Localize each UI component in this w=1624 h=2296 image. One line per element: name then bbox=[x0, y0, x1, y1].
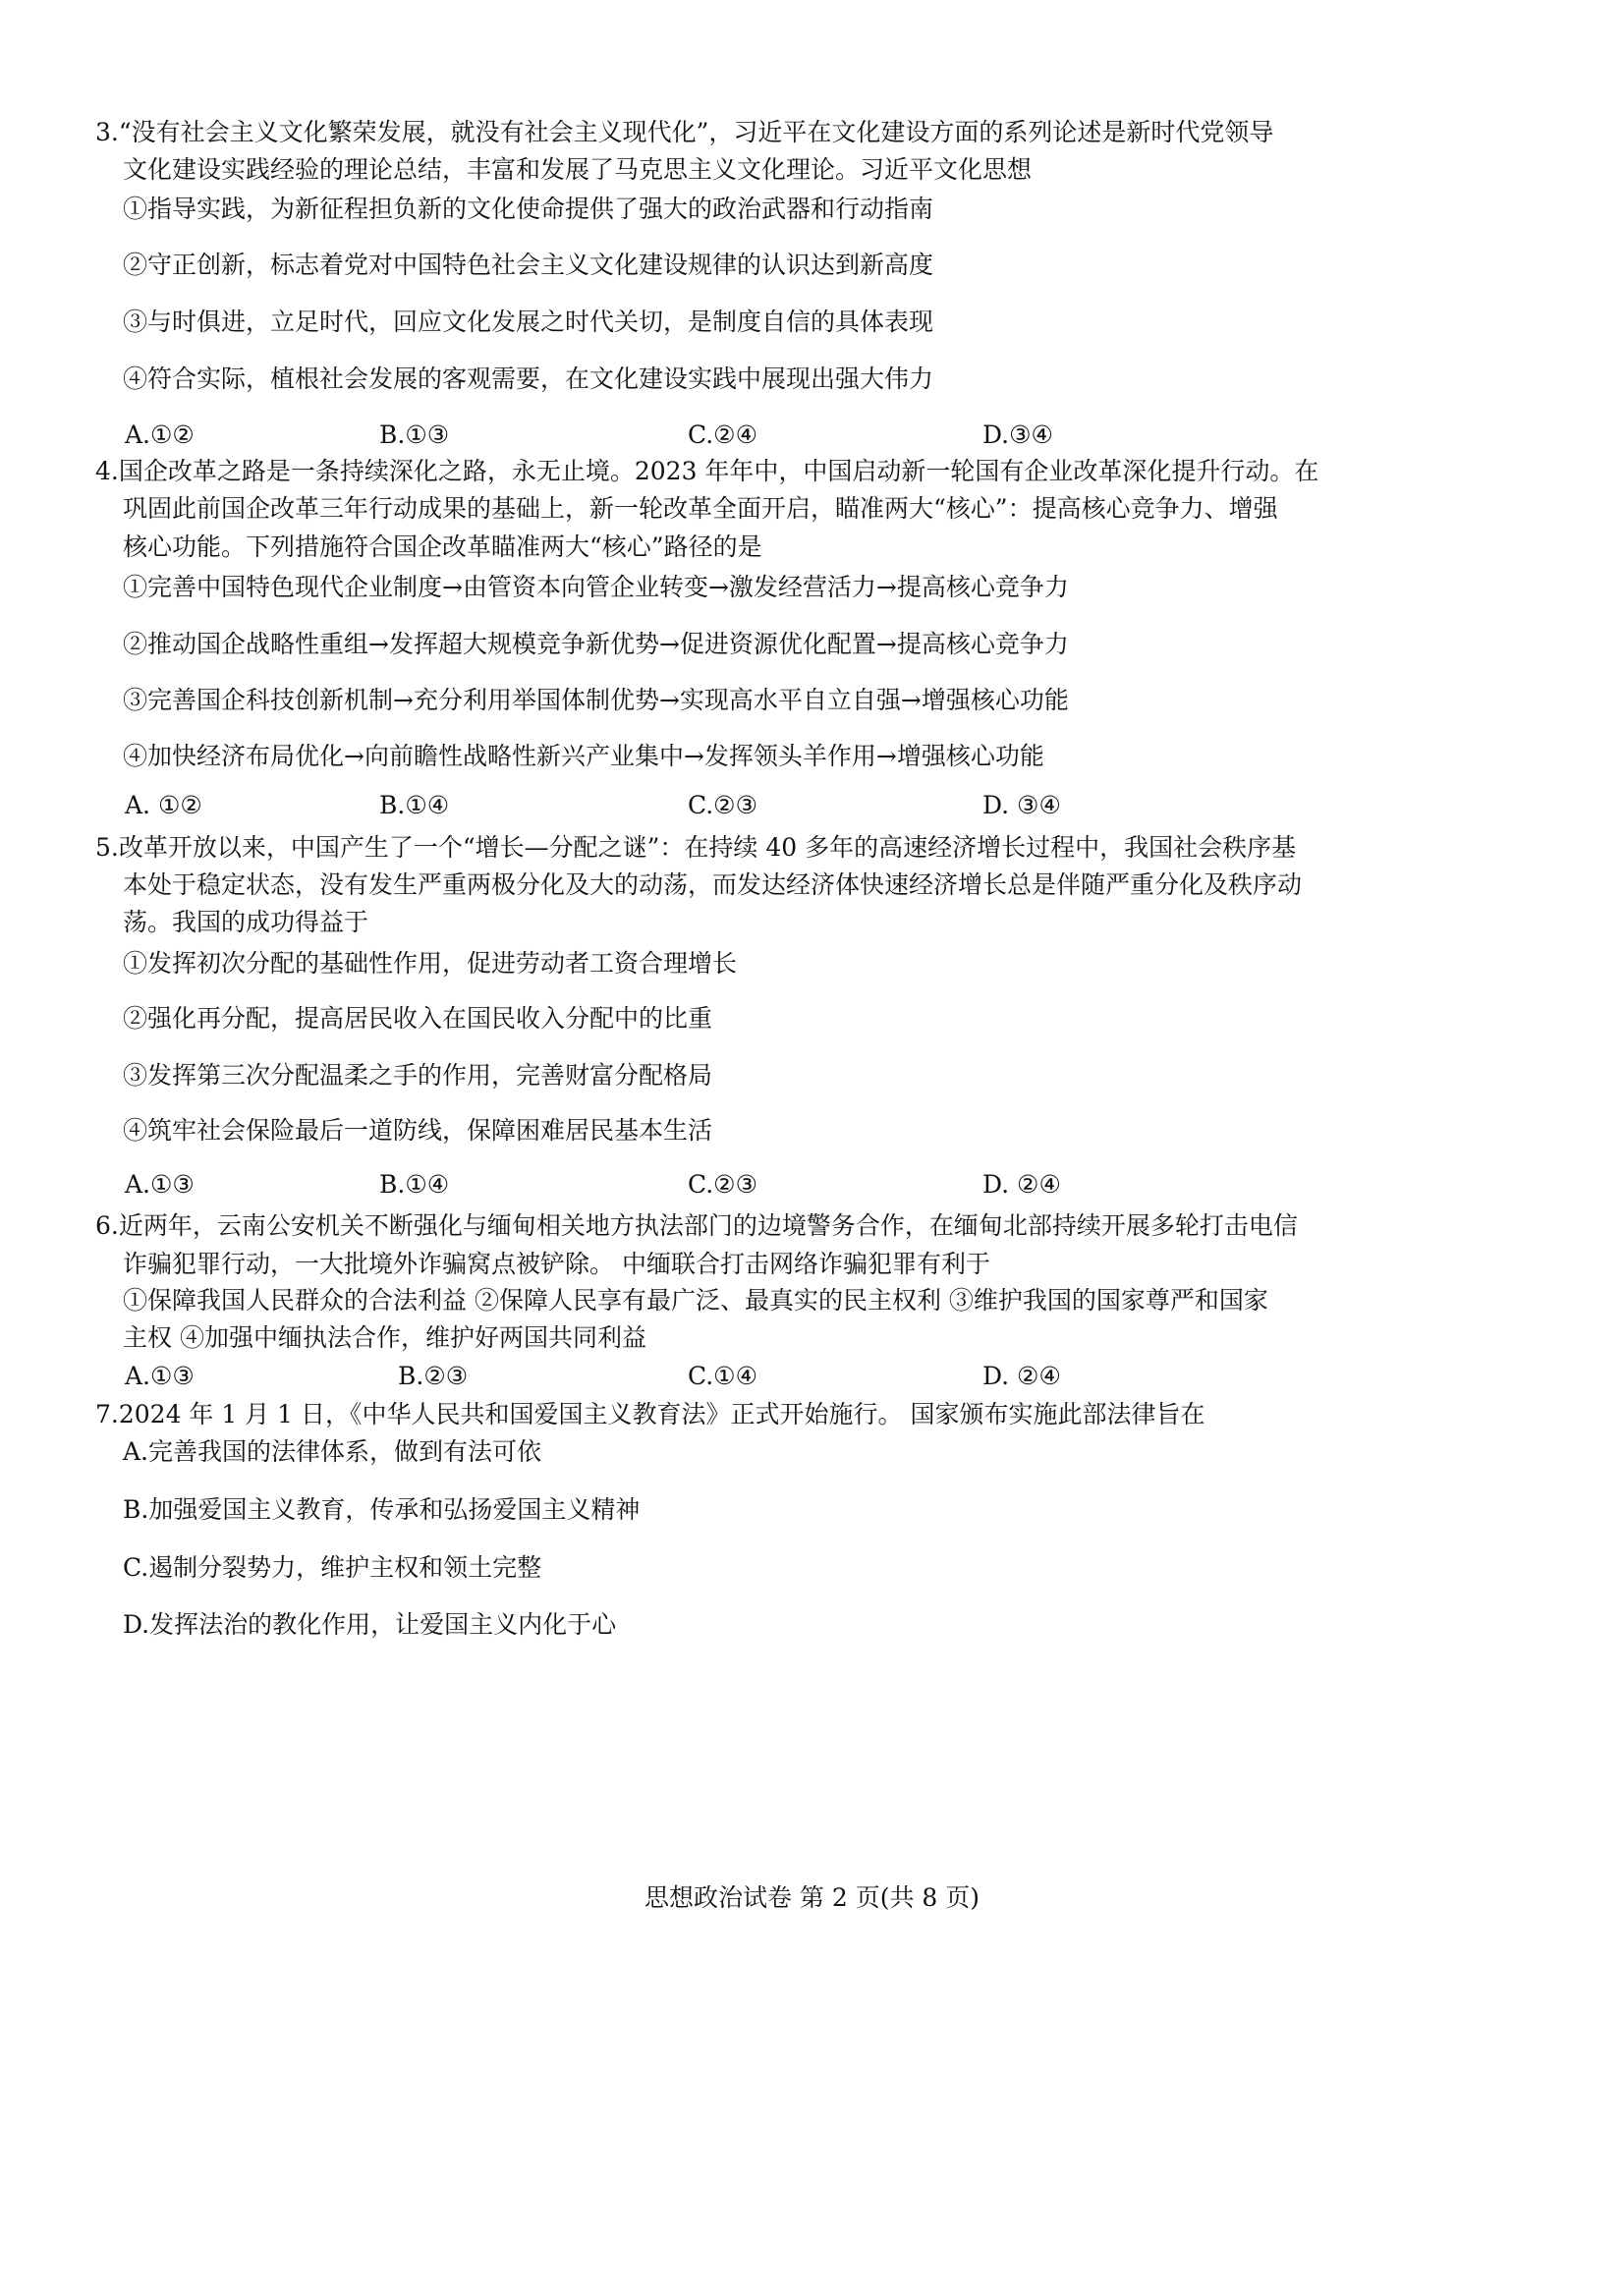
question-stem-line: 3.“没有社会主义文化繁荣发展，就没有社会主义现代化”，习近平在文化建设方面的系列论述是新时代党领导 bbox=[95, 118, 1274, 146]
statement-item: B.加强爱国主义教育，传承和弘扬爱国主义精神 bbox=[123, 1495, 641, 1524]
answer-choice: B.②③ bbox=[398, 1362, 469, 1390]
statement-item: A.完善我国的法律体系，做到有法可依 bbox=[123, 1437, 542, 1466]
question-stem-line: 荡。我国的成功得益于 bbox=[123, 908, 369, 936]
answer-choice: A.①③ bbox=[125, 1170, 195, 1199]
statement-item: ②推动国企战略性重组→发挥超大规模竞争新优势→促进资源优化配置→提高核心竞争力 bbox=[123, 630, 1069, 658]
question-stem-line: 主权 ④加强中缅执法合作，维护好两国共同利益 bbox=[123, 1323, 646, 1352]
answer-choice: B.①④ bbox=[379, 791, 450, 819]
answer-choice: C.②④ bbox=[688, 420, 758, 449]
answer-choice: B.①④ bbox=[379, 1170, 450, 1199]
answer-choice: A.①③ bbox=[125, 1362, 195, 1390]
page-footer: 思想政治试卷 第 2 页(共 8 页) bbox=[644, 1883, 980, 1912]
statement-item: ④符合实际，植根社会发展的客观需要，在文化建设实践中展现出强大伟力 bbox=[123, 364, 934, 393]
question-stem-line: 6.近两年，云南公安机关不断强化与缅甸相关地方执法部门的边境警务合作，在缅甸北部持续开展多轮打击电信 bbox=[95, 1211, 1298, 1240]
answer-choice: D. ②④ bbox=[982, 1362, 1061, 1390]
statement-item: D.发挥法治的教化作用，让爱国主义内化于心 bbox=[123, 1610, 617, 1639]
question-stem-line: ①保障我国人民群众的合法利益 ②保障人民享有最广泛、最真实的民主权利 ③维护我国的国家尊严和国家 bbox=[123, 1286, 1268, 1315]
question-stem-line: 巩固此前国企改革三年行动成果的基础上，新一轮改革全面开启，瞄准两大“核心”：提高核心竞争力、增强 bbox=[123, 494, 1278, 523]
question-stem-line: 5.改革开放以来，中国产生了一个“增长—分配之谜”：在持续 40 多年的高速经济增长过程中，我国社会秩序基 bbox=[95, 833, 1297, 862]
statement-item: ④加快经济布局优化→向前瞻性战略性新兴产业集中→发挥领头羊作用→增强核心功能 bbox=[123, 742, 1044, 770]
answer-choice: A.①② bbox=[125, 420, 195, 449]
question-stem-line: 本处于稳定状态，没有发生严重两极分化及大的动荡，而发达经济体快速经济增长总是伴随严重分化及秩序动 bbox=[123, 870, 1303, 899]
question-stem-line: 4.国企改革之路是一条持续深化之路，永无止境。2023 年年中，中国启动新一轮国有企业改革深化提升行动。在 bbox=[95, 457, 1319, 485]
answer-choice: A. ①② bbox=[125, 791, 202, 819]
statement-item: ③发挥第三次分配温柔之手的作用，完善财富分配格局 bbox=[123, 1061, 713, 1090]
question-stem-line: 7.2024 年 1 月 1 日，《中华人民共和国爱国主义教育法》正式开始施行。 国家颁布实施此部法律旨在 bbox=[95, 1400, 1205, 1428]
statement-item: C.遏制分裂势力，维护主权和领土完整 bbox=[123, 1553, 542, 1582]
statement-item: ①发挥初次分配的基础性作用，促进劳动者工资合理增长 bbox=[123, 949, 738, 978]
statement-item: ④筑牢社会保险最后一道防线，保障困难居民基本生活 bbox=[123, 1116, 713, 1145]
statement-item: ②强化再分配，提高居民收入在国民收入分配中的比重 bbox=[123, 1004, 713, 1033]
statement-item: ②守正创新，标志着党对中国特色社会主义文化建设规律的认识达到新高度 bbox=[123, 251, 934, 279]
question-stem-line: 诈骗犯罪行动，一大批境外诈骗窝点被铲除。 中缅联合打击网络诈骗犯罪有利于 bbox=[123, 1250, 990, 1278]
answer-choice: C.②③ bbox=[688, 1170, 758, 1199]
statement-item: ①完善中国特色现代企业制度→由管资本向管企业转变→激发经营活力→提高核心竞争力 bbox=[123, 573, 1069, 601]
answer-choice: D. ③④ bbox=[982, 791, 1061, 819]
answer-choice: B.①③ bbox=[379, 420, 450, 449]
question-stem-line: 核心功能。下列措施符合国企改革瞄准两大“核心”路径的是 bbox=[123, 532, 762, 561]
statement-item: ③与时俱进，立足时代，回应文化发展之时代关切，是制度自信的具体表现 bbox=[123, 308, 934, 336]
statement-item: ①指导实践，为新征程担负新的文化使命提供了强大的政治武器和行动指南 bbox=[123, 195, 934, 223]
answer-choice: C.①④ bbox=[688, 1362, 758, 1390]
answer-choice: D.③④ bbox=[982, 420, 1053, 449]
statement-item: ③完善国企科技创新机制→充分利用举国体制优势→实现高水平自立自强→增强核心功能 bbox=[123, 686, 1069, 714]
question-stem-line: 文化建设实践经验的理论总结，丰富和发展了马克思主义文化理论。习近平文化思想 bbox=[123, 155, 1033, 184]
answer-choice: C.②③ bbox=[688, 791, 758, 819]
answer-choice: D. ②④ bbox=[982, 1170, 1061, 1199]
